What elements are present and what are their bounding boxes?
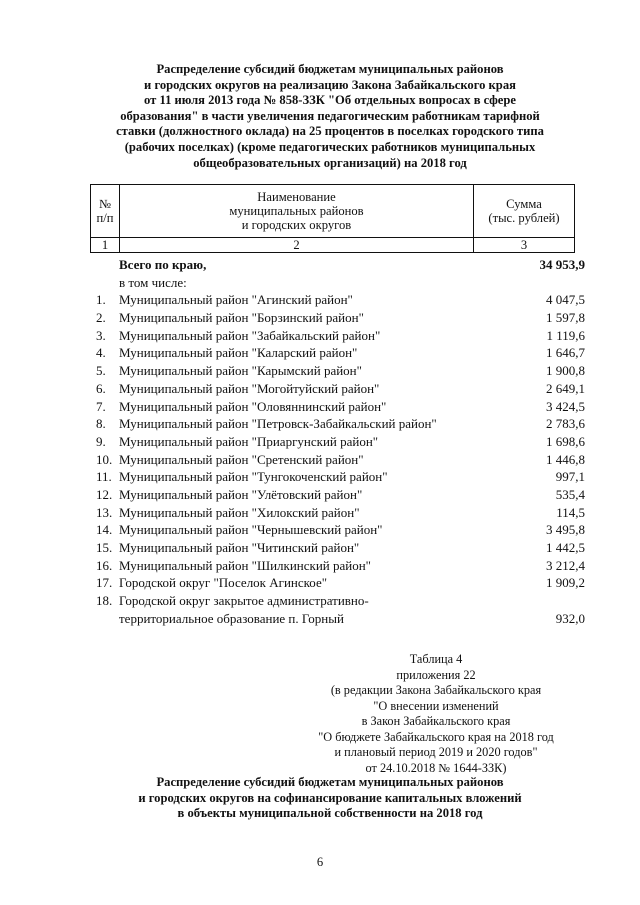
row-value: 997,1 [555, 469, 585, 485]
row-name: Муниципальный район "Шилкинский район" [119, 557, 371, 573]
table-note [296, 652, 576, 776]
row-name: Муниципальный район "Карымский район" [119, 363, 362, 379]
row-value: 3 212,4 [546, 557, 585, 573]
table-row [96, 362, 585, 380]
row-number: 8. [96, 416, 106, 432]
title-line: (рабочих поселках) (кроме педагогических работников муниципальных [124, 139, 536, 154]
row-name: Муниципальный район "Борзинский район" [119, 310, 364, 326]
row-number: 12. [96, 486, 113, 502]
total-row [96, 256, 585, 274]
table-row [96, 451, 585, 469]
row-number: 3. [96, 327, 106, 343]
title-line: общеобразовательных организаций) на 2018 год [193, 155, 467, 170]
row-value: 2 783,6 [546, 416, 585, 432]
table-row [96, 468, 585, 486]
row-name: Муниципальный район "Забайкальский район" [119, 327, 381, 343]
row-name: Муниципальный район "Приаргунский район" [119, 433, 379, 449]
row-value: 1 119,6 [546, 327, 585, 343]
section-title-line: и городских округов на софинансирование капитальных вложений [138, 790, 522, 805]
row-name-line: территориальное образование п. Горный [119, 610, 344, 626]
table-row [96, 592, 585, 627]
row-name: Муниципальный район "Сретенский район" [119, 451, 364, 467]
title-line: ставки (должностного оклада) на 25 процентов в поселках городского типа [116, 124, 544, 139]
table-row [96, 309, 585, 327]
note-line: "О внесении изменений [373, 698, 499, 713]
note-line: в Закон Забайкальского края [361, 714, 511, 728]
table-row [96, 380, 585, 398]
row-value: 114,5 [556, 504, 585, 520]
row-name: Муниципальный район "Хилокский район" [119, 504, 360, 520]
row-number: 15. [96, 540, 113, 555]
row-name: Муниципальный район "Петровск-Забайкальский район" [119, 416, 437, 432]
row-value: 1 597,8 [546, 310, 585, 326]
subtitle-row [96, 274, 585, 292]
table-row [96, 291, 585, 309]
title-line: от 11 июля 2013 года № 858-ЗЗК "Об отдельных вопросах в сфере [144, 93, 516, 108]
header-number-line: п/п [96, 211, 114, 225]
table-row [96, 521, 585, 539]
row-value: 1 698,6 [546, 433, 585, 449]
row-value: 3 424,5 [546, 398, 585, 414]
row-number: 14. [96, 522, 113, 538]
row-number: 13. [96, 504, 113, 520]
row-name: Муниципальный район "Могойтуйский район" [119, 380, 380, 396]
row-number: 17. [96, 575, 113, 591]
row-name: Муниципальный район "Улётовский район" [119, 486, 363, 502]
section-title-line: Распределение субсидий бюджетам муниципальных районов [156, 775, 504, 789]
section-title [60, 775, 600, 822]
row-name: Муниципальный район "Чернышевский район" [119, 522, 383, 538]
table-row [96, 574, 585, 592]
row-name: Муниципальный район "Тунгокоченский район" [119, 469, 388, 485]
row-name [119, 592, 499, 627]
note-line: (в редакции Закона Забайкальского края [330, 683, 542, 697]
row-number: 6. [96, 380, 106, 396]
table-row [96, 415, 585, 433]
row-name: Городской округ "Поселок Агинское" [119, 575, 328, 591]
note-line: Таблица 4 [409, 652, 463, 666]
header-name-line: Наименование [257, 190, 336, 204]
table-header [90, 184, 575, 253]
table-row [96, 486, 585, 504]
subtitle-text: в том числе: [119, 274, 187, 290]
row-number: 11. [96, 469, 112, 485]
title-line: образования" в части увеличения педагогическим работникам тарифной [120, 108, 540, 123]
row-value: 535,4 [555, 486, 585, 502]
row-name: Муниципальный район "Каларский район" [119, 345, 358, 361]
table-row [96, 504, 585, 522]
table-row [96, 344, 585, 362]
row-name-line: Городской округ закрытое административно- [119, 593, 369, 609]
row-number: 5. [96, 363, 106, 379]
note-line: приложения 22 [396, 667, 476, 682]
header-name-line: и городских округов [241, 218, 352, 232]
header-number-cell [91, 185, 120, 238]
page-number: 6 [316, 855, 324, 869]
column-number-2: 2 [120, 238, 474, 253]
row-value: 1 900,8 [546, 363, 585, 379]
table-row [96, 398, 585, 416]
header-sum-line: (тыс. рублей) [488, 211, 560, 225]
header-name-cell [120, 185, 474, 238]
row-value: 1 909,2 [546, 575, 585, 591]
table-row [96, 433, 585, 451]
row-value: 932,0 [555, 610, 585, 626]
row-number: 7. [96, 398, 106, 414]
table-body [96, 256, 585, 627]
table-row [96, 539, 585, 557]
note-line: и плановый период 2019 и 2020 годов" [334, 745, 538, 759]
header-sum-cell [474, 185, 575, 238]
title-line: и городских округов на реализацию Закона Забайкальского края [144, 77, 516, 92]
row-number: 4. [96, 345, 106, 361]
header-sum-line: Сумма [506, 197, 542, 211]
table-row [96, 557, 585, 575]
row-number: 1. [96, 292, 106, 308]
section-title-line: в объекты муниципальной собственности на 2018 год [177, 806, 483, 821]
row-name: Муниципальный район "Агинский район" [119, 292, 353, 308]
document-title [60, 62, 600, 171]
title-line: Распределение субсидий бюджетам муниципальных районов [156, 62, 504, 76]
total-value: 34 953,9 [539, 257, 585, 272]
row-value: 3 495,8 [546, 522, 585, 538]
column-number-3: 3 [474, 238, 575, 253]
table-row [96, 327, 585, 345]
note-line: "О бюджете Забайкальского края на 2018 год [318, 729, 554, 744]
header-number-line: № [98, 197, 112, 211]
note-line: от 24.10.2018 № 1644-ЗЗК) [365, 760, 507, 775]
row-name: Муниципальный район "Оловяннинский район" [119, 398, 387, 414]
row-number: 10. [96, 451, 113, 467]
row-name: Муниципальный район "Читинский район" [119, 540, 360, 555]
row-value: 4 047,5 [546, 292, 585, 308]
row-value: 1 442,5 [546, 540, 585, 555]
row-number: 16. [96, 557, 113, 573]
row-value: 1 446,8 [546, 451, 585, 467]
row-number: 2. [96, 310, 106, 326]
total-label: Всего по краю, [119, 257, 207, 272]
row-number: 9. [96, 433, 106, 449]
column-number-1: 1 [91, 238, 120, 253]
row-number: 18. [96, 593, 113, 609]
header-name-line: муниципальных районов [229, 204, 364, 218]
row-value: 2 649,1 [546, 380, 585, 396]
row-value: 1 646,7 [546, 345, 585, 361]
